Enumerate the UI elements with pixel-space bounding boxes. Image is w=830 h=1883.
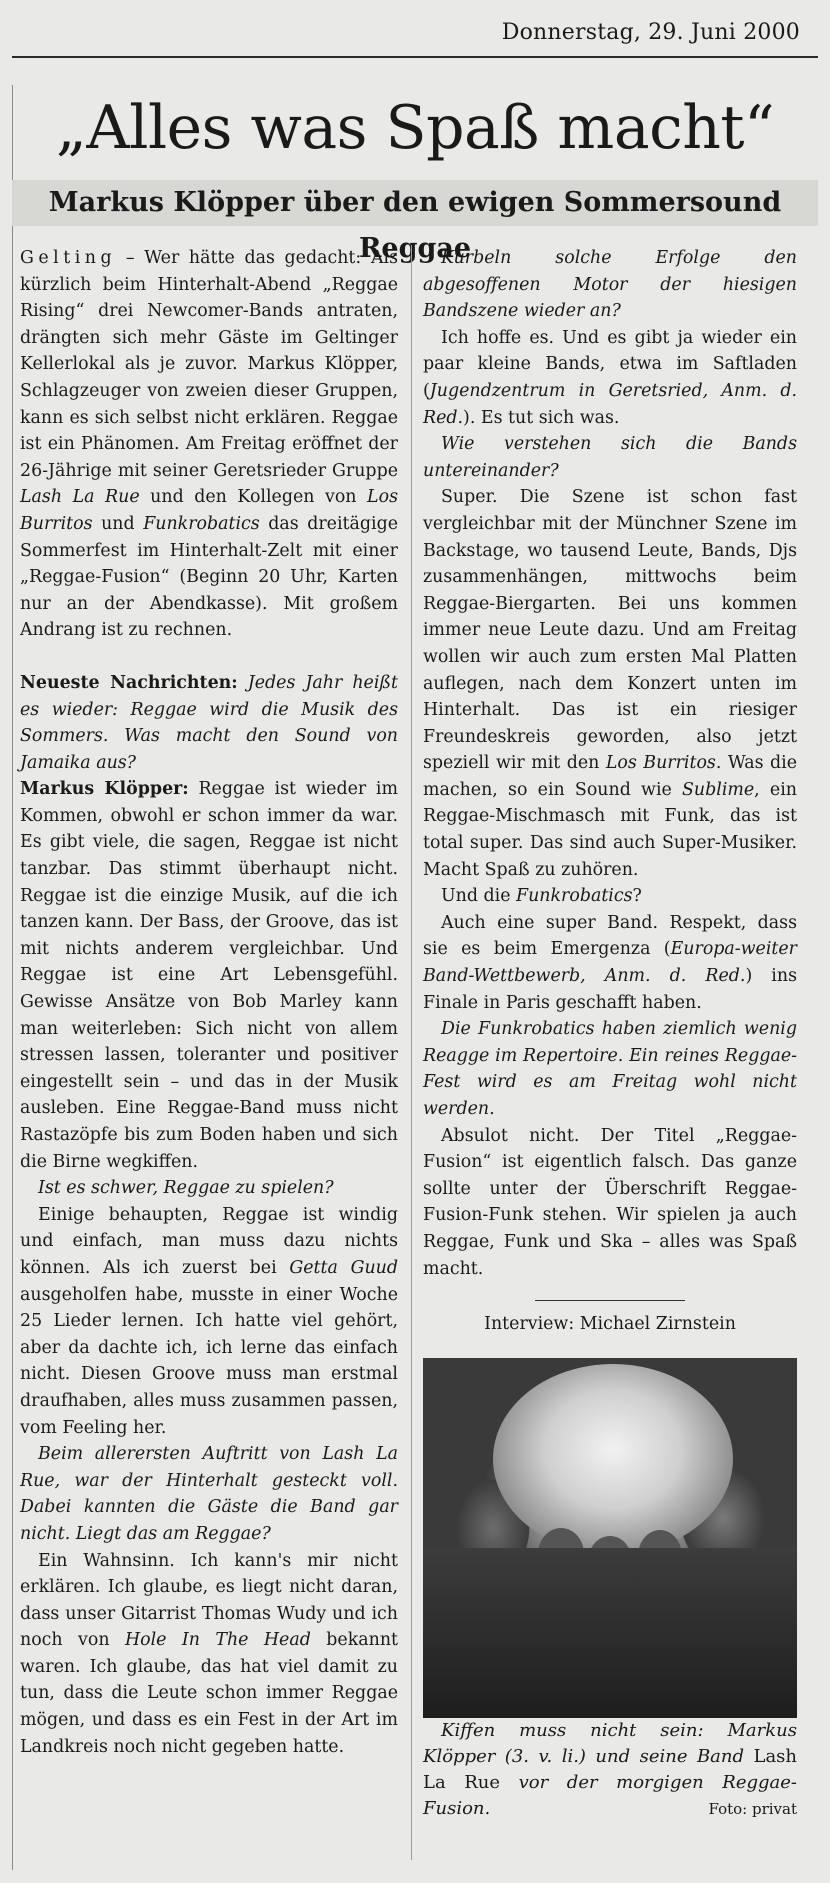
right-column <box>423 245 797 1822</box>
question-paragraph: Ist es schwer, Reggae zu spielen? <box>38 1178 334 1199</box>
left-column <box>20 245 398 1760</box>
answer-paragraph <box>423 325 797 431</box>
question-paragraph: Kurbeln solche Erfolge den abgesoffenen Motor der hiesigen Bandszene wieder an? <box>423 248 797 322</box>
caption-text: Kiffen muss nicht sein: Markus Klöpper (3. v. li.) und seine Band <box>423 1719 797 1767</box>
answer-text: Auch eine super Band. Respekt, dass sie es beim Emergenza ( <box>423 912 797 960</box>
interview-credit: Interview: Michael Zirnstein <box>484 1314 736 1335</box>
answer-paragraph <box>20 1202 398 1441</box>
question-paragraph: Die Funkrobatics haben ziemlich wenig Reagge im Repertoire. Ein reines Reggae-Fest wird es am Freitag wohl nicht werden. <box>423 1019 797 1119</box>
credit-rule <box>535 1300 685 1301</box>
caption-text: vor der morgigen Reggae-Fusion. <box>423 1771 797 1819</box>
band-name: Los Burritos <box>20 487 398 534</box>
intro-location: Gelting <box>20 248 117 268</box>
column-divider <box>411 245 412 1860</box>
answer-paragraph: Absulot nicht. Der Titel „Reggae-Fusion“ ist eigentlich falsch. Das ganze sollte unter der Überschrift Reggae-Fusion-Funk stehen. Wir spielen ja auch Reggae, Funk und Ska – alles was Spaß macht. <box>423 1125 797 1279</box>
question-paragraph: Beim allerersten Auftritt von Lash La Rue, war der Hinterhalt gesteckt voll. Dabei kannten die Gäste die Band gar nicht. Liegt das am Reggae? <box>20 1444 398 1544</box>
band-name: Funkrobatics <box>516 886 633 907</box>
band-name: Sublime <box>682 779 755 800</box>
subheadline: Markus Klöpper über den ewigen Sommersound Reggae <box>12 180 818 226</box>
question-paragraph: Wie verstehen sich die Bands untereinander? <box>423 434 797 481</box>
dateline: Donnerstag, 29. Juni 2000 <box>501 20 800 45</box>
answer-text: ). Es tut sich was. <box>463 407 620 428</box>
editor-note: Jugendzentrum in Geretsried, Anm. d. Red. <box>423 380 797 428</box>
answer-text: Reggae ist wieder im Kommen, obwohl er schon immer da war. Es gibt viele, die sagen, Reggae ist nicht tanzbar. Das stimmt überhaupt nicht. Reggae ist die einzige Musik, auf die ich tanzen kann. Der Bass, der Groove, das ist mit nichts anderem vergleichbar. Und Reggae ist eine Art Lebensgefühl. Gewisse Ansätze von Bob Marley kann man weiterleben: Sich nicht von allem stressen lassen, toleranter und positiver eingestellt sein – und das in der Musik ausleben. Eine Reggae-Band muss nicht Rastazöpfe bis zum Boden haben und sich die Birne wegkiffen. <box>20 779 398 1172</box>
photo-crowd <box>423 1548 797 1718</box>
editor-note: Europa-weiter Band-Wettbewerb, Anm. d. Red. <box>423 939 797 987</box>
intro-text: und den Kollegen von <box>139 487 368 508</box>
band-name: Getta Guud <box>289 1257 398 1278</box>
photo-credit: Foto: privat <box>708 1799 797 1818</box>
band-name: Los Burritos <box>605 753 716 774</box>
answer-text: Ein Wahnsinn. Ich kann's mir nicht erklären. Ich glaube, es liegt nicht daran, dass unser Gitarrist Thomas Wudy und ich noch von <box>20 1550 398 1651</box>
answer-paragraph <box>423 484 797 883</box>
answer-text: bekannt waren. Ich glaube, das hat viel damit zu tun, dass die Leute schon immer Reggae mögen, und dass es ein Fest in der Art im Landkreis noch nicht gegeben hatte. <box>20 1630 399 1757</box>
answer-text: ausgeholfen habe, musste in einer Woche 25 Lieder lernen. Ich hatte viel gehört, aber da dachte ich, ich lerne das einfach nicht. Diesen Groove muss man erstmal draufhaben, alles muss zusammen passen, vom Feeling her. <box>20 1284 398 1438</box>
band-name: Lash La Rue <box>20 487 140 508</box>
intro-text: – Wer hätte das gedacht: Als kürzlich beim Hinterhalt-Abend „Reggae Rising“ drei Newcomer-Bands antraten, drängten sich mehr Gäste im Geltinger Kellerlokal als je zuvor. Markus Klöpper, Schlagzeuger von zweien dieser Gruppen, kann es sich selbst nicht erklären. Reggae ist ein Phänomen. Am Freitag eröffnet der 26-Jährige mit seiner Geretsrieder Gruppe <box>20 248 398 481</box>
answer-text: ) ins Finale in Paris geschafft haben. <box>423 966 797 1013</box>
band-name: Hole In The Head <box>124 1630 311 1651</box>
question-text: ? <box>632 886 642 907</box>
intro-text: und <box>92 513 144 534</box>
interviewer-label: Neueste Nachrichten: <box>20 672 238 693</box>
answer-text: Einige behaupten, Reggae ist windig und einfach, man muss dazu nichts können. Als ich zuerst bei <box>20 1204 398 1278</box>
interviewee-label: Markus Klöpper: <box>20 779 189 800</box>
photo-highlight <box>493 1364 733 1554</box>
band-name: Funkrobatics <box>143 513 260 534</box>
question-text: Und die <box>441 886 517 907</box>
answer-text: Ich hoffe es. Und es gibt ja wieder ein paar kleine Bands, etwa im Saftladen ( <box>423 327 797 401</box>
question-paragraph <box>20 670 398 776</box>
headline: „Alles was Spaß macht“ <box>55 93 775 163</box>
band-photo <box>423 1358 797 1718</box>
band-name: Lash La Rue <box>423 1745 797 1793</box>
intro-paragraph <box>20 245 398 644</box>
answer-paragraph <box>423 910 797 1016</box>
intro-text: das dreitägige Sommerfest im Hinterhalt-Zelt mit einer „Reggae-Fusion“ (Beginn 20 Uhr, Karten nur an der Abendkasse). Mit großem Andrang ist zu rechnen. <box>20 513 398 641</box>
answer-text: , ein Reggae-Mischmasch mit Funk, das ist total super. Das sind auch Super-Musiker. Macht Spaß zu zuhören. <box>423 779 797 880</box>
answer-paragraph <box>20 1548 398 1761</box>
answer-paragraph <box>20 776 398 1175</box>
question-text: Jedes Jahr heißt es wieder: Reggae wird die Musik des Sommers. Was macht den Sound von Jamaika aus? <box>20 672 398 773</box>
question-paragraph <box>423 883 797 910</box>
left-border <box>12 85 13 1870</box>
answer-text: Super. Die Szene ist schon fast vergleichbar mit der Münchner Szene im Backstage, wo tausend Leute, Bands, Djs zusammenhängen, mittwochs beim Reggae-Biergarten. Bei uns kommen immer neue Leute dazu. Und am Freitag wollen wir auch zum ersten Mal Platten auflegen, nach dem Konzert unten im Hinterhalt. Das ist ein riesiger Freundeskreis geworden, also jetzt speziell wir mit den <box>423 487 797 774</box>
photo-caption <box>423 1718 797 1822</box>
top-rule <box>12 56 818 58</box>
answer-text: . Was die machen, so ein Sound wie <box>423 753 797 800</box>
